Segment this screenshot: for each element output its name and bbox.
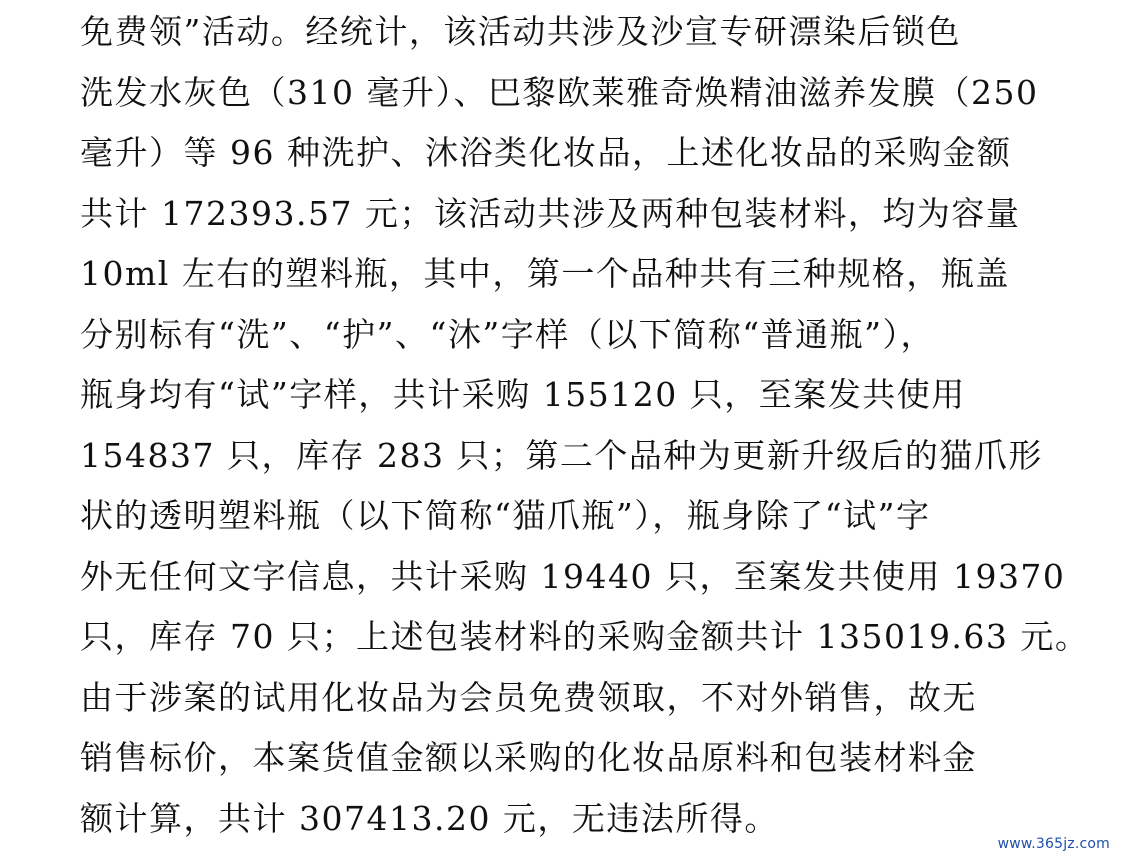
site-watermark: www.365jz.com — [997, 836, 1110, 852]
text-line: 免费领”活动。经统计，该活动共涉及沙宣专研漂染后锁色 — [80, 12, 961, 51]
text-line: 销售标价，本案货值金额以采购的化妆品原料和包装材料金 — [80, 738, 977, 777]
text-line: 瓶身均有“试”字样，共计采购 155120 只，至案发共使用 — [80, 375, 966, 414]
text-line: 只，库存 70 只；上述包装材料的采购金额共计 135019.63 元。 — [80, 617, 1090, 656]
text-line: 154837 只，库存 283 只；第二个品种为更新升级后的猫爪形 — [80, 435, 1043, 475]
text-line: 洗发水灰色（310 毫升）、巴黎欧莱雅奇焕精油滋养发膜（250 — [80, 72, 1039, 112]
text-line: 外无任何文字信息，共计采购 19440 只，至案发共使用 19370 — [80, 556, 1066, 596]
text-line: 毫升）等 96 种洗护、沐浴类化妆品，上述化妆品的采购金额 — [80, 133, 1012, 172]
text-line: 10ml 左右的塑料瓶，其中，第一个品种共有三种规格，瓶盖 — [80, 254, 1010, 293]
text-line: 额计算，共计 307413.20 元，无违法所得。 — [80, 798, 779, 838]
text-line: 分别标有“洗”、“护”、“沐”字样（以下简称“普通瓶”）， — [80, 314, 935, 354]
text-line: 共计 172393.57 元；该活动共涉及两种包装材料，均为容量 — [80, 193, 1021, 233]
text-line: 由于涉案的试用化妆品为会员免费领取，不对外销售，故无 — [80, 677, 977, 717]
text-line: 状的透明塑料瓶（以下简称“猫爪瓶”），瓶身除了“试”字 — [80, 496, 931, 535]
